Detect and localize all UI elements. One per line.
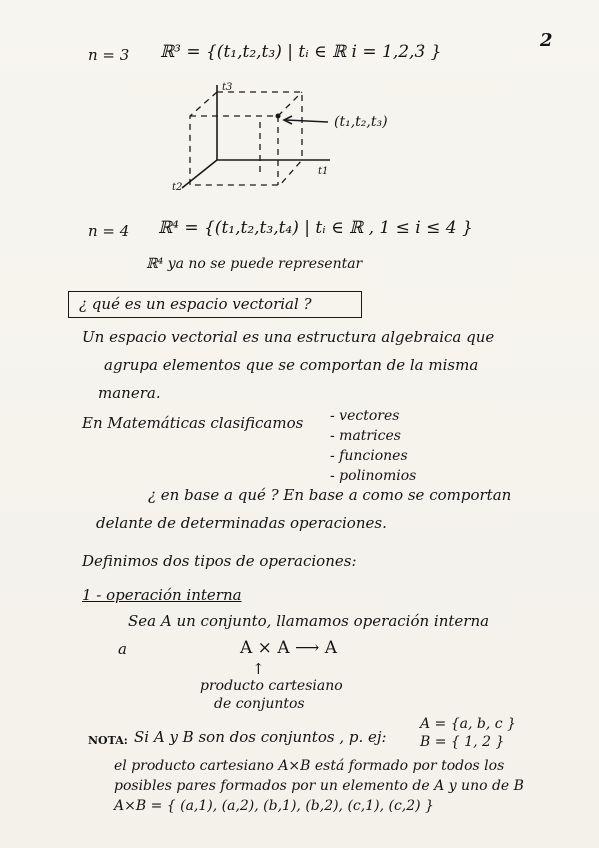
r4-set-definition: ℝ⁴ = {(t₁,t₂,t₃,t₄) | tᵢ ∈ ℝ , 1 ≤ i ≤ 4 }: [158, 218, 473, 238]
box-front-edges: [190, 92, 302, 185]
cartesian-label-2: de conjuntos: [214, 696, 305, 712]
question-box: [68, 291, 362, 318]
classify-item-funciones: - funciones: [330, 448, 408, 464]
nota-label: NOTA:: [88, 734, 128, 747]
base-answer: delante de determinadas operaciones.: [96, 514, 387, 532]
point-arrow: [286, 120, 328, 122]
cartesian-label-1: producto cartesiano: [200, 678, 343, 694]
operation-interna-text: Sea A un conjunto, llamamos operación interna: [128, 612, 490, 630]
definition-line-3: manera.: [98, 384, 161, 402]
classify-item-matrices: - matrices: [330, 428, 401, 444]
point-label: (t₁,t₂,t₃): [334, 114, 388, 130]
classify-item-vectores: - vectores: [330, 408, 400, 424]
n4-label: n = 4: [88, 222, 130, 240]
axis-label-t1: t1: [318, 166, 329, 177]
nota-line-3: posibles pares formados por un elemento de A y uno de B: [114, 778, 524, 794]
operation-interna-title: 1 - operación interna: [82, 586, 242, 604]
axis-label-t3: t3: [222, 82, 233, 93]
point-marker: [276, 114, 281, 119]
operation-interna-a: a: [118, 640, 127, 658]
internal-operation-formula: A × A ⟶ A: [240, 638, 338, 658]
r3-set-definition: ℝ³ = {(t₁,t₂,t₃) | tᵢ ∈ ℝ i = 1,2,3 }: [160, 42, 442, 62]
set-a: A = {a, b, c }: [420, 716, 516, 732]
define-two-operations: Definimos dos tipos de operaciones:: [82, 552, 357, 570]
n3-label: n = 3: [88, 46, 130, 64]
classify-intro: En Matemáticas clasificamos: [82, 414, 304, 432]
base-question: ¿ en base a qué ? En base a como se comportan: [148, 486, 512, 504]
set-b: B = { 1, 2 }: [420, 734, 505, 750]
box-top-face: [190, 92, 302, 116]
definition-line-2: agrupa elementos que se comportan de la misma: [104, 356, 479, 374]
r3-axes-diagram: [150, 80, 410, 200]
classify-item-polinomios: - polinomios: [330, 468, 417, 484]
axis-t2: [182, 160, 217, 188]
cartesian-product-example: A×B = { (a,1), (a,2), (b,1), (b,2), (c,1), (c,2) }: [114, 798, 434, 814]
axis-label-t2: t2: [172, 182, 183, 193]
nota-line-2: el producto cartesiano A×B está formado por todos los: [114, 758, 505, 774]
r4-note: ℝ⁴ ya no se puede representar: [146, 256, 363, 272]
question-text: ¿ qué es un espacio vectorial ?: [79, 295, 312, 313]
page-number: 2: [540, 30, 553, 51]
nota-text: Si A y B son dos conjuntos , p. ej:: [134, 728, 387, 746]
cartesian-arrow: ↑: [252, 660, 265, 678]
definition-line-1: Un espacio vectorial es una estructura algebraica que: [82, 328, 495, 346]
